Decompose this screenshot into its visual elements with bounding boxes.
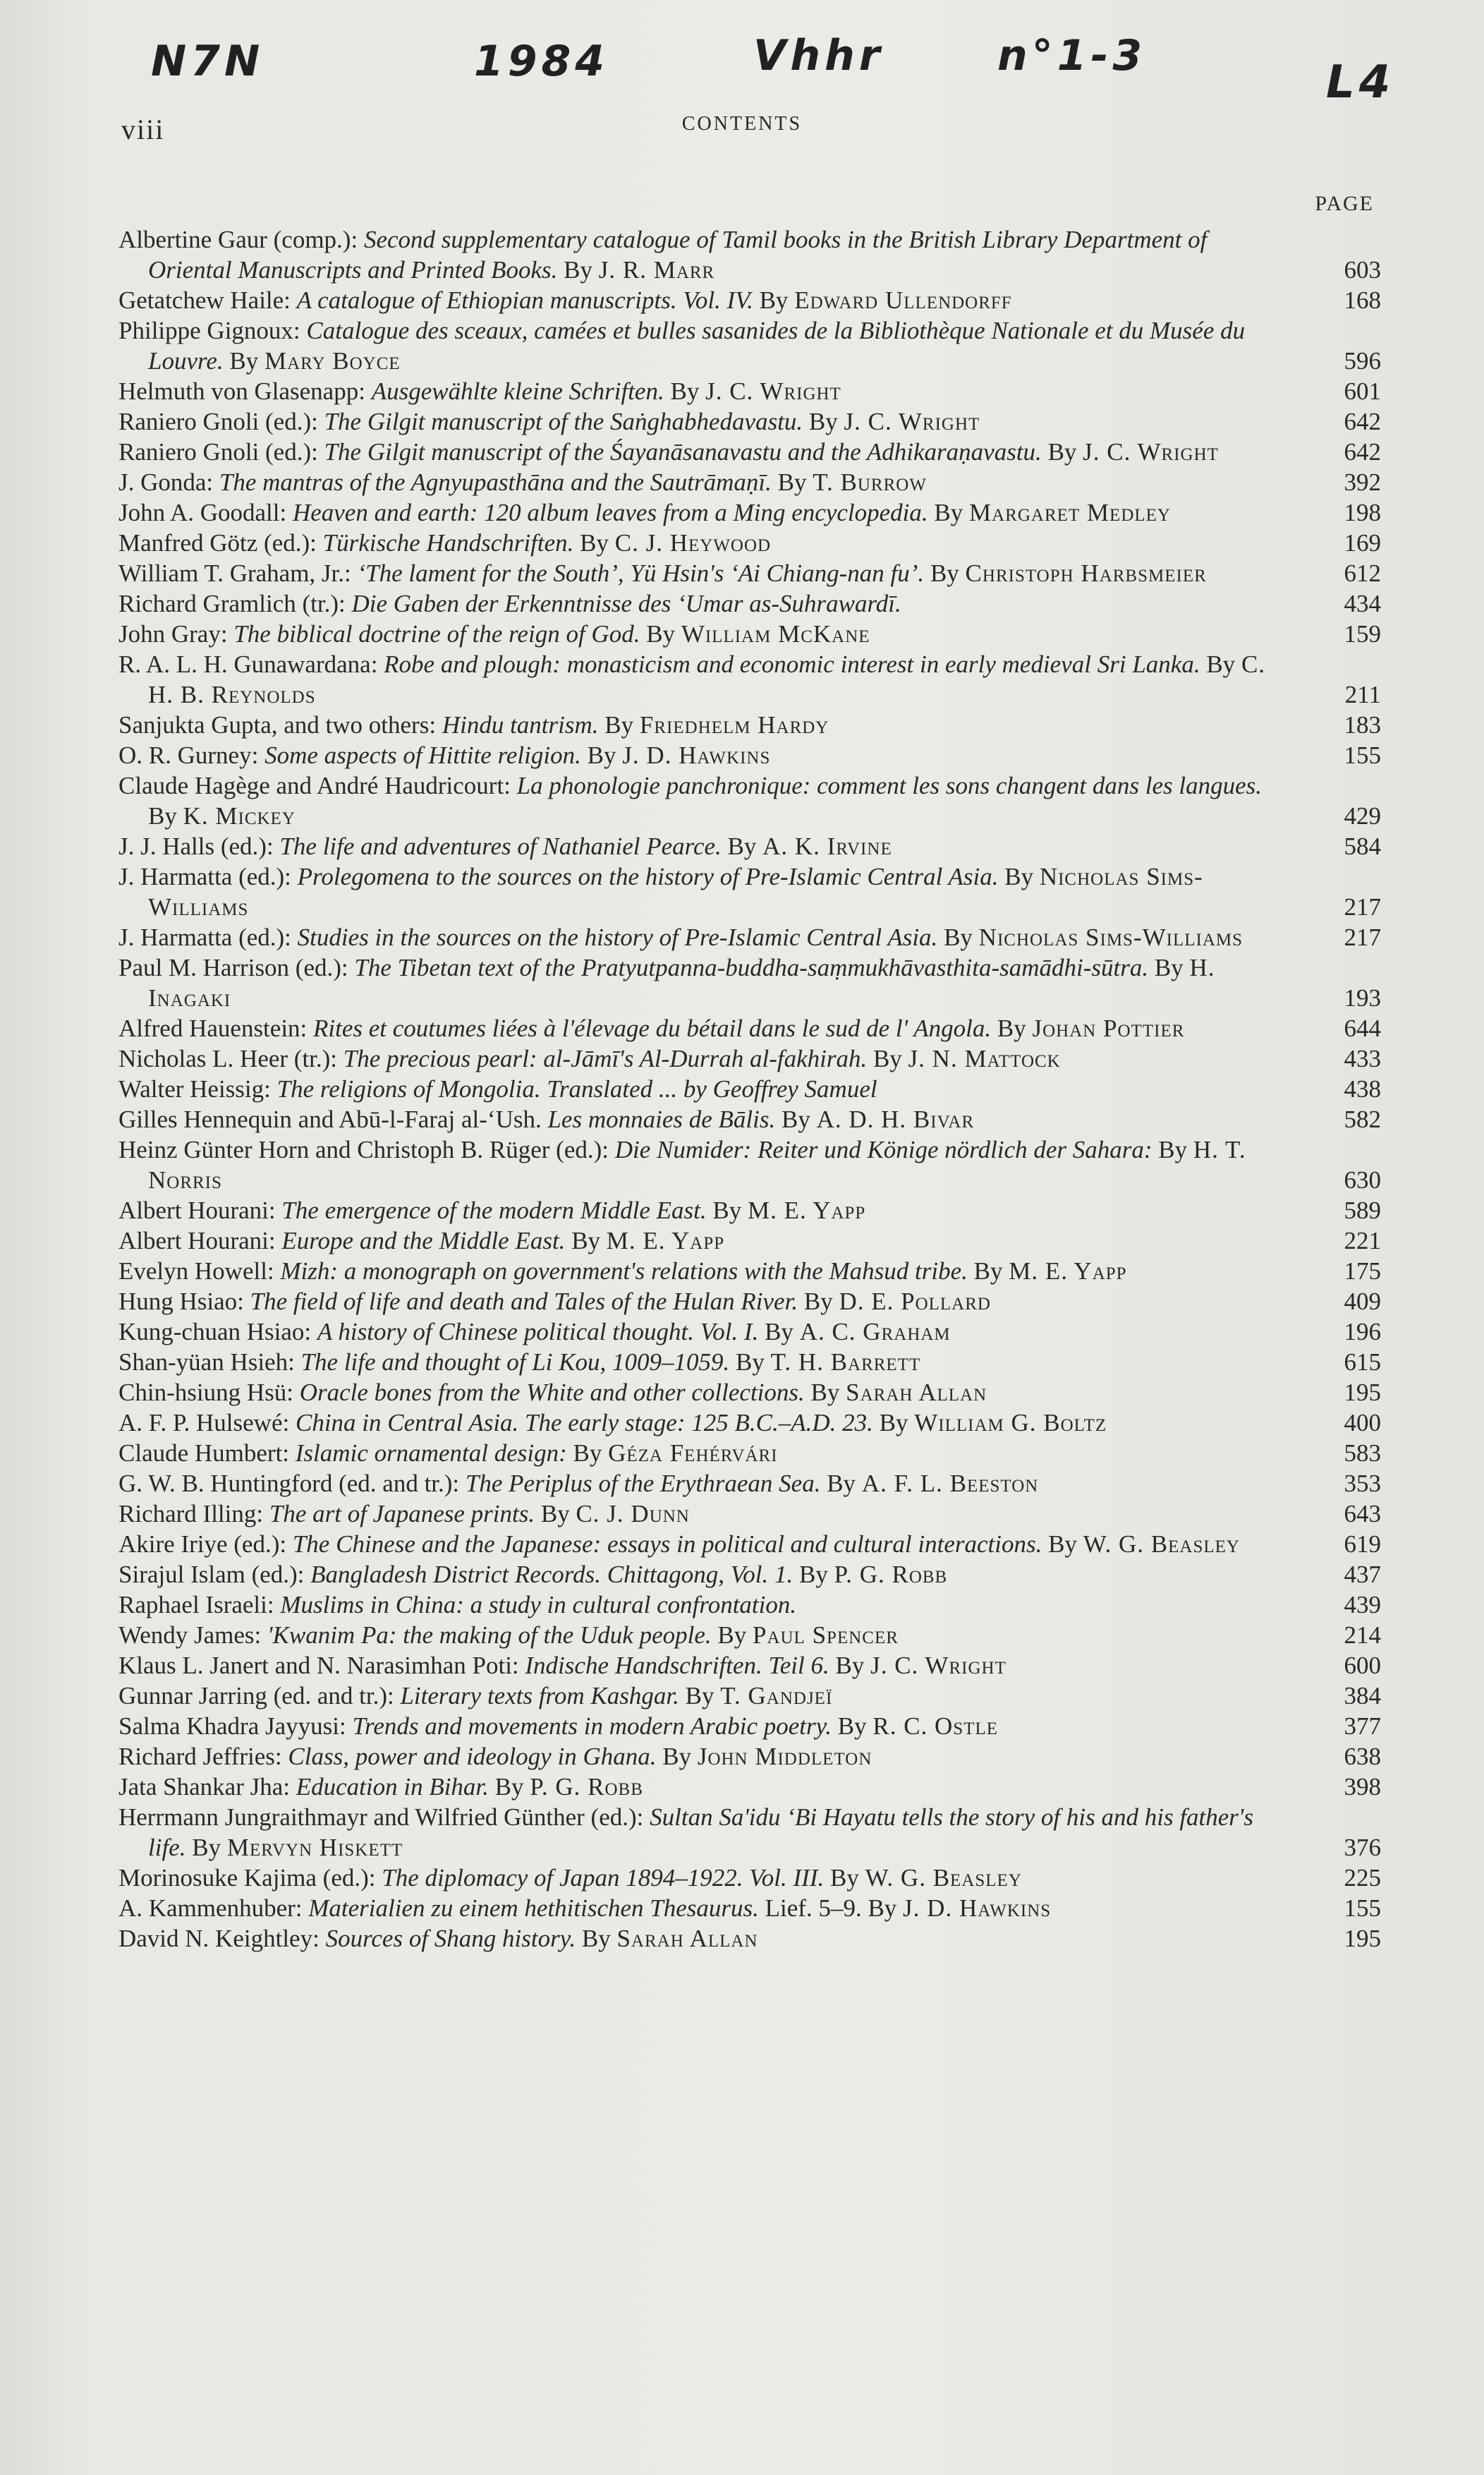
entry-by: By xyxy=(793,1561,834,1588)
entry-page-number: 638 xyxy=(1344,1743,1381,1770)
entry-author: Richard Illing: xyxy=(118,1500,269,1527)
handwritten-note: Vhhr xyxy=(753,31,884,80)
entry-page-number: 183 xyxy=(1344,711,1381,739)
entry-author: O. R. Gurney: xyxy=(118,742,265,769)
entry-by: By xyxy=(991,1015,1033,1042)
entry-title: A catalogue of Ethiopian manuscripts. Vol. IV. xyxy=(296,286,753,314)
entry-title: Türkische Handschriften. xyxy=(322,529,574,557)
entry-reviewer: T. H. Barrett xyxy=(770,1348,921,1376)
entry-by: By xyxy=(829,1652,871,1679)
entry-author: Wendy James: xyxy=(118,1621,268,1649)
contents-entry xyxy=(118,285,1381,315)
entry-author: J. J. Halls (ed.): xyxy=(118,833,280,860)
entry-page-number: 584 xyxy=(1344,833,1381,860)
entry-page-number: 630 xyxy=(1344,1166,1381,1194)
entry-title: The Gilgit manuscript of the Śayanāsanavastu and the Adhikaraṇavastu. xyxy=(324,438,1042,466)
entry-author: Manfred Götz (ed.): xyxy=(118,529,323,557)
contents-entry xyxy=(118,1104,1381,1134)
entry-reviewer: J. C. Wright xyxy=(870,1652,1006,1679)
entry-author: Claude Humbert: xyxy=(118,1439,296,1467)
entry-reviewer: M. E. Yapp xyxy=(748,1197,866,1224)
entry-reviewer: William McKane xyxy=(681,620,870,648)
entry-reviewer: J. N. Mattock xyxy=(908,1045,1061,1072)
contents-entry xyxy=(118,1559,1381,1590)
contents-entry xyxy=(118,1620,1381,1650)
contents-entry xyxy=(118,1499,1381,1529)
entry-title: The life and adventures of Nathaniel Pearce. xyxy=(279,833,722,860)
entry-by: By xyxy=(867,1045,908,1072)
entry-author: Walter Heissig: xyxy=(118,1075,277,1103)
entry-reviewer: Friedhelm Hardy xyxy=(639,711,829,739)
entry-page-number: 603 xyxy=(1344,256,1381,284)
handwritten-note: n°1-3 xyxy=(997,31,1147,80)
entry-author: Evelyn Howell: xyxy=(118,1257,281,1285)
entry-reviewer: Margaret Medley xyxy=(969,499,1171,526)
entry-by: By xyxy=(775,1106,817,1133)
entry-reviewer: P. G. Robb xyxy=(834,1561,948,1588)
entry-author: Herrmann Jungraithmayr and Wilfried Günther (ed.): xyxy=(118,1803,650,1831)
entry-author: A. F. P. Hulsewé: xyxy=(118,1409,296,1436)
contents-entry xyxy=(118,406,1381,437)
entry-reviewer: T. Burrow xyxy=(813,468,927,496)
entry-page-number: 392 xyxy=(1344,468,1381,496)
contents-entry xyxy=(118,1438,1381,1468)
entry-author: Kung-chuan Hsiao: xyxy=(118,1318,317,1345)
entry-reviewer: Edward Ullendorff xyxy=(794,286,1012,314)
entry-page-number: 434 xyxy=(1344,590,1381,617)
entry-page-number: 225 xyxy=(1344,1864,1381,1892)
entry-author: Raniero Gnoli (ed.): xyxy=(118,438,324,466)
entry-title: Some aspects of Hittite religion. xyxy=(264,742,581,769)
entry-title: Hindu tantrism. xyxy=(442,711,599,739)
entry-page-number: 159 xyxy=(1344,620,1381,648)
entry-author: Raniero Gnoli (ed.): xyxy=(118,408,324,435)
entry-title: Materialien zu einem hethitischen Thesaurus. xyxy=(308,1894,759,1922)
contents-entry xyxy=(118,831,1381,861)
entry-author: William T. Graham, Jr.: xyxy=(118,559,358,587)
entry-by: By xyxy=(580,742,623,769)
entry-by: By xyxy=(872,1409,915,1436)
entry-by: By xyxy=(488,1773,530,1801)
entry-title: Die Gaben der Erkenntnisse des ‘Umar as-Suhrawardī. xyxy=(351,590,901,617)
entry-title: Bangladesh District Records. Chittagong, Vol. 1. xyxy=(310,1561,793,1588)
entry-by: By xyxy=(656,1743,698,1770)
entry-reviewer: M. E. Yapp xyxy=(1009,1257,1127,1285)
entry-title: The religions of Mongolia. Translated ... by Geoffrey Samuel xyxy=(276,1075,877,1103)
entry-reviewer: C. J. Dunn xyxy=(576,1500,690,1527)
entry-by: By xyxy=(832,1712,873,1740)
entry-reviewer: J. D. Hawkins xyxy=(622,742,771,769)
contents-entry xyxy=(118,1013,1381,1043)
entry-page-number: 398 xyxy=(1344,1773,1381,1801)
entry-page-number: 438 xyxy=(1344,1075,1381,1103)
entry-by: By xyxy=(924,559,966,587)
contents-entry xyxy=(118,376,1381,406)
entry-page-number: 409 xyxy=(1344,1288,1381,1315)
entry-title: The diplomacy of Japan 1894–1922. Vol. III. xyxy=(382,1864,825,1892)
handwritten-note: L4 xyxy=(1326,56,1395,109)
entry-title: Rites et coutumes liées à l'élevage du bétail dans le sud de l' Angola. xyxy=(313,1015,992,1042)
entry-by: By xyxy=(664,377,706,405)
contents-entry xyxy=(118,1468,1381,1499)
entry-title: The Tibetan text of the Pratyutpanna-buddha-saṃmukhāvasthita-samādhi-sūtra. xyxy=(354,954,1149,981)
entry-reviewer: T. Gandjeï xyxy=(720,1682,833,1709)
contents-entry xyxy=(118,740,1381,770)
entry-title: Ausgewählte kleine Schriften. xyxy=(371,377,664,405)
contents-entry xyxy=(118,588,1381,619)
entry-reviewer: J. C. Wright xyxy=(1083,438,1219,466)
page-number: viii xyxy=(121,114,165,145)
contents-entry xyxy=(118,1195,1381,1226)
entry-page-number: 612 xyxy=(1344,559,1381,587)
entry-title: Second supplementary catalogue of Tamil books in the British Library Department of Oriental Manuscripts and Printed Books. xyxy=(148,226,1208,284)
entry-by: By xyxy=(573,529,615,557)
entry-by: By xyxy=(598,711,640,739)
contents-entry xyxy=(118,861,1381,922)
entry-author: Hung Hsiao: xyxy=(118,1288,250,1315)
entry-author: Richard Gramlich (tr.): xyxy=(118,590,352,617)
contents-entry xyxy=(118,1529,1381,1559)
entry-by: By xyxy=(928,499,969,526)
entry-page-number: 155 xyxy=(1344,742,1381,769)
contents-entry xyxy=(118,224,1381,285)
entry-page-number: 600 xyxy=(1344,1652,1381,1679)
entry-author: Albert Hourani: xyxy=(118,1197,282,1224)
entry-reviewer: Mervyn Hiskett xyxy=(226,1834,403,1861)
entry-by: By xyxy=(640,620,681,648)
contents-entry xyxy=(118,649,1381,710)
contents-entry xyxy=(118,315,1381,376)
entry-title: Sultan Sa'idu ‘Bi Hayatu tells the story of his and his father's life. xyxy=(148,1803,1254,1861)
contents-entry xyxy=(118,1590,1381,1620)
entry-author: Gunnar Jarring (ed. and tr.): xyxy=(118,1682,401,1709)
entry-reviewer: John Middleton xyxy=(697,1743,872,1770)
contents-entry xyxy=(118,558,1381,588)
entry-page-number: 615 xyxy=(1344,1348,1381,1376)
entry-page-number: 589 xyxy=(1344,1197,1381,1224)
entry-author: A. Kammenhuber: xyxy=(118,1894,309,1922)
entry-reviewer: Nicholas Sims-Williams xyxy=(978,924,1243,951)
entry-author: Getatchew Haile: xyxy=(118,286,297,314)
entry-reviewer: A. D. H. Bivar xyxy=(816,1106,975,1133)
contents-entry xyxy=(118,497,1381,528)
contents-entry xyxy=(118,1286,1381,1317)
entry-page-number: 217 xyxy=(1344,893,1381,921)
entry-by: By xyxy=(576,1925,617,1952)
entry-title: Europe and the Middle East. xyxy=(281,1227,566,1254)
entry-by: By xyxy=(566,1439,609,1467)
entry-title: Mizh: a monograph on government's relations with the Mahsud tribe. xyxy=(280,1257,968,1285)
entry-title: China in Central Asia. The early stage: 125 B.C.–A.D. 23. xyxy=(295,1409,873,1436)
entry-page-number: 193 xyxy=(1344,984,1381,1012)
entry-author: Nicholas L. Heer (tr.): xyxy=(118,1045,343,1072)
entry-title: Catalogue des sceaux, camées et bulles sasanides de la Bibliothèque Nationale et du Musée du Louvre. xyxy=(148,317,1246,375)
entry-title: Oracle bones from the White and other collections. xyxy=(299,1379,805,1406)
handwritten-note: N7N xyxy=(151,37,264,86)
entry-reviewer: Sarah Allan xyxy=(616,1925,758,1952)
entry-page-number: 211 xyxy=(1344,681,1381,708)
entry-title: The life and thought of Li Kou, 1009–1059. xyxy=(300,1348,730,1376)
entry-by: By xyxy=(1148,954,1190,981)
entry-title: The Periplus of the Erythraean Sea. xyxy=(465,1470,821,1497)
entry-author: Sirajul Islam (ed.): xyxy=(118,1561,311,1588)
entry-author: Jata Shankar Jha: xyxy=(118,1773,296,1801)
contents-entry xyxy=(118,1741,1381,1772)
entry-reviewer: A. K. Irvine xyxy=(762,833,892,860)
entry-author: Claude Hagège and André Haudricourt: xyxy=(118,772,517,799)
entry-author: John A. Goodall: xyxy=(118,499,293,526)
contents-entry xyxy=(118,1772,1381,1802)
entry-reviewer: D. E. Pollard xyxy=(839,1288,991,1315)
entry-title: 'Kwanim Pa: the making of the Uduk people. xyxy=(267,1621,712,1649)
entry-reviewer: Sarah Allan xyxy=(846,1379,987,1406)
entry-title: ‘The lament for the South’, Yü Hsin's ‘Ai Chiang-nan fu’. xyxy=(357,559,925,587)
entry-page-number: 195 xyxy=(1344,1925,1381,1952)
entry-author: Philippe Gignoux: xyxy=(118,317,307,344)
entry-page-number: 155 xyxy=(1344,1894,1381,1922)
entry-page-number: 439 xyxy=(1344,1591,1381,1618)
entry-reviewer: J. C. Wright xyxy=(705,377,841,405)
entry-title: Muslims in China: a study in cultural confrontation. xyxy=(280,1591,797,1618)
entry-author: Helmuth von Glasenapp: xyxy=(118,377,372,405)
entry-title: The art of Japanese prints. xyxy=(269,1500,535,1527)
contents-entry xyxy=(118,437,1381,467)
entry-author: G. W. B. Huntingford (ed. and tr.): xyxy=(118,1470,466,1497)
entry-author: Sanjukta Gupta, and two others: xyxy=(118,711,442,739)
entry-author: J. Harmatta (ed.): xyxy=(118,863,298,890)
page-column-heading: PAGE xyxy=(1315,192,1374,215)
entry-title: The mantras of the Agnyupasthāna and the Sautrāmaṇī. xyxy=(219,468,772,496)
entry-title: Literary texts from Kashgar. xyxy=(400,1682,679,1709)
entry-author: Richard Jeffries: xyxy=(118,1743,288,1770)
entry-page-number: 196 xyxy=(1344,1318,1381,1345)
contents-entry xyxy=(118,1650,1381,1681)
entry-page-number: 437 xyxy=(1344,1561,1381,1588)
entry-reviewer: H. T. Norris xyxy=(148,1136,1246,1194)
entry-reviewer: Johan Pottier xyxy=(1032,1015,1185,1042)
entry-reviewer: A. F. L. Beeston xyxy=(861,1470,1039,1497)
entry-by: By xyxy=(557,256,599,284)
entry-by: By xyxy=(820,1470,862,1497)
contents-entry xyxy=(118,1226,1381,1256)
entry-page-number: 601 xyxy=(1344,377,1381,405)
entry-page-number: 376 xyxy=(1344,1834,1381,1861)
entry-title: The Chinese and the Japanese: essays in political and cultural interactions. xyxy=(292,1530,1042,1558)
entry-page-number: 175 xyxy=(1344,1257,1381,1285)
contents-entry xyxy=(118,952,1381,1013)
entry-reviewer: W. G. Beasley xyxy=(865,1864,1022,1892)
entry-by: By xyxy=(804,1379,846,1406)
entry-page-number: 217 xyxy=(1344,924,1381,951)
entry-title: Les monnaies de Bālis. xyxy=(547,1106,776,1133)
entry-author: Gilles Hennequin and Abū-l-Faraj al-‘Ush. xyxy=(118,1106,548,1133)
entry-by: By xyxy=(729,1348,771,1376)
entry-title: Sources of Shang history. xyxy=(325,1925,576,1952)
entry-title: La phonologie panchronique: comment les sons changent dans les langues. xyxy=(516,772,1263,799)
entry-page-number: 433 xyxy=(1344,1045,1381,1072)
entry-by: By xyxy=(186,1834,227,1861)
entry-reviewer: Paul Spencer xyxy=(752,1621,899,1649)
entry-author: Salma Khadra Jayyusi: xyxy=(118,1712,353,1740)
entry-author: Morinosuke Kajima (ed.): xyxy=(118,1864,382,1892)
contents-entry xyxy=(118,710,1381,740)
contents-entry xyxy=(118,528,1381,558)
entry-page-number: 195 xyxy=(1344,1379,1381,1406)
entry-page-number: 644 xyxy=(1344,1015,1381,1042)
handwritten-note: 1984 xyxy=(474,37,609,86)
entry-title: Education in Bihar. xyxy=(296,1773,489,1801)
contents-entry xyxy=(118,1711,1381,1741)
running-head: CONTENTS xyxy=(681,113,803,135)
contents-entry xyxy=(118,922,1381,952)
entry-by: By xyxy=(148,802,183,830)
entry-author: Chin-hsiung Hsü: xyxy=(118,1379,300,1406)
entry-page-number: 169 xyxy=(1344,529,1381,557)
entry-by: By xyxy=(937,924,979,951)
contents-entry xyxy=(118,1863,1381,1893)
entry-author: R. A. L. H. Gunawardana: xyxy=(118,650,384,678)
entry-by: Lief. 5–9. By xyxy=(758,1894,904,1922)
entry-by: By xyxy=(721,833,763,860)
entry-title: Indische Handschriften. Teil 6. xyxy=(525,1652,829,1679)
entry-reviewer: Christoph Harbsmeier xyxy=(965,559,1207,587)
entry-by: By xyxy=(565,1227,607,1254)
entry-page-number: 583 xyxy=(1344,1439,1381,1467)
contents-entry xyxy=(118,1256,1381,1286)
entry-title: The Gilgit manuscript of the Saṅghabhedavastu. xyxy=(324,408,803,435)
entry-title: Studies in the sources on the history of Pre-Islamic Central Asia. xyxy=(297,924,938,951)
entry-page-number: 353 xyxy=(1344,1470,1381,1497)
entry-title: The emergence of the modern Middle East. xyxy=(281,1197,707,1224)
contents-list xyxy=(118,224,1381,1954)
entry-author: Albertine Gaur (comp.): xyxy=(118,226,364,253)
entry-by: By xyxy=(223,347,264,375)
entry-title: The precious pearl: al-Jāmī's Al-Durrah al-fakhirah. xyxy=(343,1045,868,1072)
entry-page-number: 384 xyxy=(1344,1682,1381,1709)
entry-reviewer: A. C. Graham xyxy=(799,1318,951,1345)
entry-by: By xyxy=(679,1682,721,1709)
entry-by: By xyxy=(1200,650,1241,678)
entry-author: Paul M. Harrison (ed.): xyxy=(118,954,355,981)
contents-entry xyxy=(118,1377,1381,1408)
entry-page-number: 643 xyxy=(1344,1500,1381,1527)
entry-by: By xyxy=(1042,1530,1083,1558)
entry-page-number: 429 xyxy=(1344,802,1381,830)
entry-reviewer: Nicholas Sims-Williams xyxy=(148,863,1203,921)
entry-by: By xyxy=(824,1864,865,1892)
entry-title: Robe and plough: monasticism and economic interest in early medieval Sri Lanka. xyxy=(384,650,1200,678)
entry-reviewer: P. G. Robb xyxy=(530,1773,643,1801)
contents-entry xyxy=(118,1134,1381,1195)
entry-title: Class, power and ideology in Ghana. xyxy=(288,1743,657,1770)
entry-author: Albert Hourani: xyxy=(118,1227,282,1254)
entry-page-number: 214 xyxy=(1344,1621,1381,1649)
entry-by: By xyxy=(711,1621,753,1649)
entry-page-number: 642 xyxy=(1344,438,1381,466)
entry-by: By xyxy=(535,1500,576,1527)
contents-entry xyxy=(118,1893,1381,1923)
entry-title: Die Numider: Reiter und Könige nördlich der Sahara: xyxy=(614,1136,1152,1163)
entry-reviewer: Géza Fehérvári xyxy=(608,1439,778,1467)
entry-page-number: 198 xyxy=(1344,499,1381,526)
entry-author: David N. Keightley: xyxy=(118,1925,326,1952)
entry-reviewer: K. Mickey xyxy=(183,802,296,830)
entry-reviewer: C. H. B. Reynolds xyxy=(148,650,1266,708)
entry-author: Heinz Günter Horn and Christoph B. Rüger (ed.): xyxy=(118,1136,615,1163)
entry-author: J. Harmatta (ed.): xyxy=(118,924,298,951)
entry-reviewer: H. Inagaki xyxy=(148,954,1215,1012)
entry-page-number: 619 xyxy=(1344,1530,1381,1558)
entry-title: Trends and movements in modern Arabic poetry. xyxy=(352,1712,832,1740)
entry-reviewer: R. C. Ostle xyxy=(872,1712,999,1740)
entry-page-number: 400 xyxy=(1344,1409,1381,1436)
contents-entry xyxy=(118,467,1381,497)
entry-reviewer: C. J. Heywood xyxy=(614,529,772,557)
entry-reviewer: J. C. Wright xyxy=(844,408,980,435)
entry-reviewer: Mary Boyce xyxy=(264,347,401,375)
entry-reviewer: J. D. Hawkins xyxy=(903,1894,1052,1922)
entry-author: John Gray: xyxy=(118,620,234,648)
entry-author: Shan-yüan Hsieh: xyxy=(118,1348,301,1376)
contents-entry xyxy=(118,1408,1381,1438)
entry-page-number: 221 xyxy=(1344,1227,1381,1254)
entry-by: By xyxy=(803,408,844,435)
contents-entry xyxy=(118,770,1381,831)
entry-author: Klaus L. Janert and N. Narasimhan Poti: xyxy=(118,1652,525,1679)
entry-title: Heaven and earth: 120 album leaves from a Ming encyclopedia. xyxy=(292,499,928,526)
entry-reviewer: M. E. Yapp xyxy=(606,1227,725,1254)
contents-entry xyxy=(118,1923,1381,1954)
entry-page-number: 596 xyxy=(1344,347,1381,375)
entry-by: By xyxy=(771,468,813,496)
entry-author: Alfred Hauenstein: xyxy=(118,1015,314,1042)
entry-by: By xyxy=(753,286,795,314)
entry-by: By xyxy=(798,1288,839,1315)
contents-entry xyxy=(118,619,1381,649)
entry-title: Islamic ornamental design: xyxy=(295,1439,567,1467)
entry-title: A history of Chinese political thought. Vol. I. xyxy=(317,1318,759,1345)
entry-author: Raphael Israeli: xyxy=(118,1591,281,1618)
entry-page-number: 168 xyxy=(1344,286,1381,314)
entry-title: The field of life and death and Tales of the Hulan River. xyxy=(250,1288,798,1315)
entry-by: By xyxy=(1152,1136,1193,1163)
entry-reviewer: W. G. Beasley xyxy=(1083,1530,1240,1558)
entry-title: The biblical doctrine of the reign of God. xyxy=(233,620,640,648)
contents-entry xyxy=(118,1074,1381,1104)
contents-entry xyxy=(118,1043,1381,1074)
entry-page-number: 642 xyxy=(1344,408,1381,435)
entry-page-number: 377 xyxy=(1344,1712,1381,1740)
entry-by: By xyxy=(758,1318,800,1345)
entry-author: Akire Iriye (ed.): xyxy=(118,1530,293,1558)
entry-author: J. Gonda: xyxy=(118,468,219,496)
contents-entry xyxy=(118,1802,1381,1863)
entry-reviewer: William G. Boltz xyxy=(914,1409,1107,1436)
contents-entry xyxy=(118,1347,1381,1377)
entry-title: Prolegomena to the sources on the history of Pre-Islamic Central Asia. xyxy=(297,863,999,890)
contents-entry xyxy=(118,1317,1381,1347)
entry-by: By xyxy=(998,863,1040,890)
contents-entry xyxy=(118,1681,1381,1711)
entry-page-number: 582 xyxy=(1344,1106,1381,1133)
entry-reviewer: J. R. Marr xyxy=(598,256,715,284)
entry-by: By xyxy=(967,1257,1009,1285)
entry-by: By xyxy=(706,1197,748,1224)
entry-by: By xyxy=(1041,438,1083,466)
